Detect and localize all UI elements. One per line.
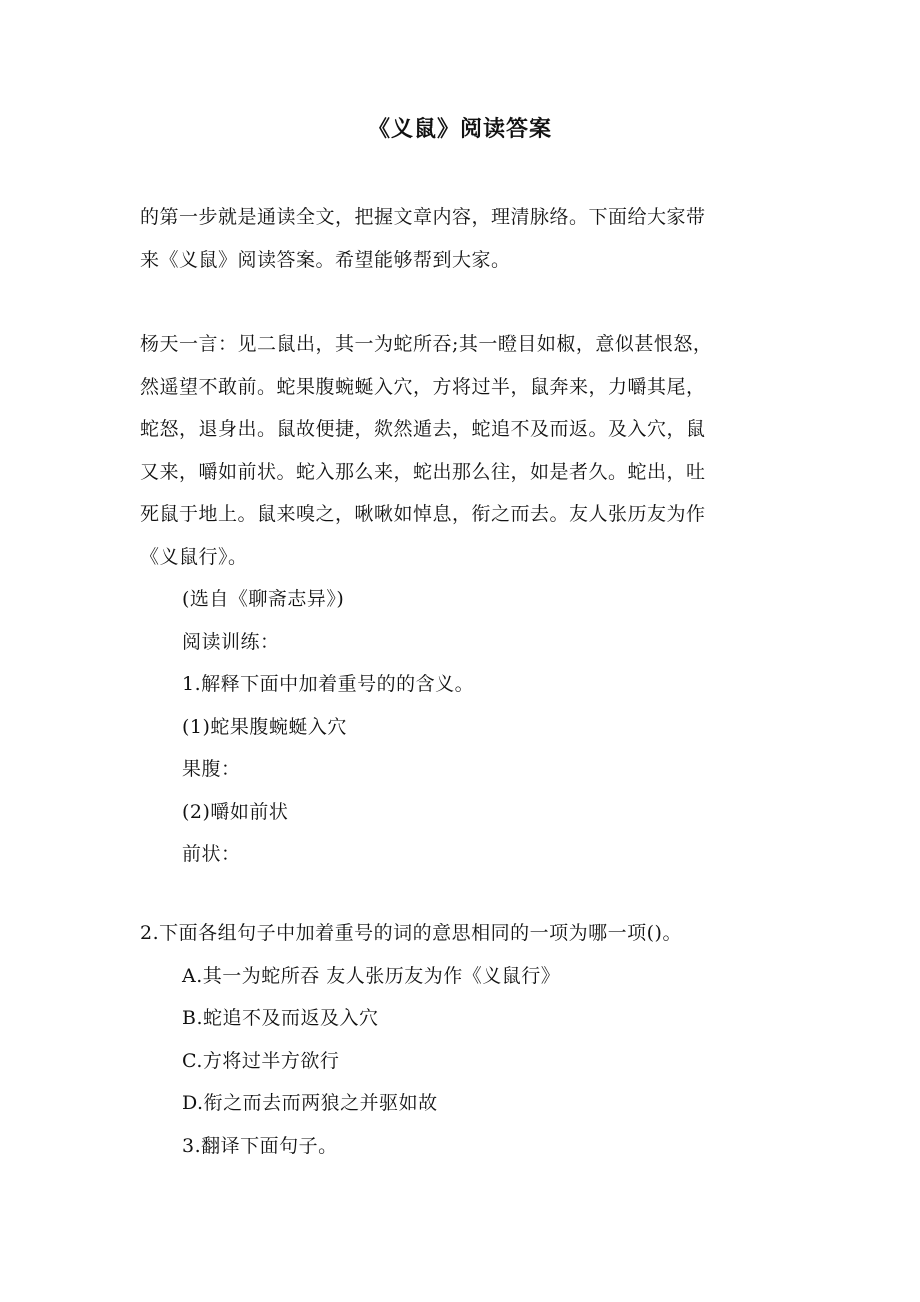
question-2-option-d: D.衔之而去而两狼之并驱如故	[182, 1092, 438, 1114]
story-paragraph	[140, 323, 780, 578]
question-2-section	[140, 912, 780, 1167]
question-1-item-2-answer-label: 前状：	[182, 843, 241, 865]
story-line: 杨天一言：见二鼠出，其一为蛇所吞;其一瞪目如椒，意似甚恨怒，	[140, 333, 713, 355]
question-2-option-b: B.蛇追不及而返及入穴	[182, 1007, 379, 1029]
question-2-option-c: C.方将过半方欲行	[182, 1049, 340, 1072]
story-line: 死鼠于地上。鼠来嗅之，啾啾如悼息，衔之而去。友人张历友为作	[140, 503, 706, 525]
intro-paragraph	[140, 196, 780, 281]
story-line: 又来，嚼如前状。蛇入那么来，蛇出那么往，如是者久。蛇出，吐	[140, 460, 706, 483]
source-citation: (选自《聊斋志异》)	[182, 588, 345, 610]
question-1-prompt: 1.解释下面中加着重号的的含义。	[182, 673, 475, 695]
question-3-prompt: 3.翻译下面句子。	[182, 1134, 338, 1157]
exercise-section	[140, 578, 780, 876]
intro-line: 的第一步就是通读全文，把握文章内容，理清脉络。下面给大家带	[140, 206, 706, 228]
document-title: 《义鼠》阅读答案	[367, 116, 552, 142]
question-2-option-a: A.其一为蛇所吞 友人张历友为作《义鼠行》	[182, 964, 561, 987]
story-line: 蛇怒，退身出。鼠故便捷，欻然遁去，蛇追不及而返。及入穴，鼠	[140, 418, 706, 440]
intro-line: 来《义鼠》阅读答案。希望能够帮到大家。	[140, 248, 511, 271]
question-1-item-2: (2)嚼如前状	[182, 800, 289, 823]
question-1-item-1: (1)蛇果腹蜿蜒入穴	[182, 715, 347, 738]
story-line: 然遥望不敢前。蛇果腹蜿蜒入穴，方将过半，鼠奔来，力嚼其尾，	[140, 375, 706, 398]
question-1-item-1-answer-label: 果腹：	[182, 758, 241, 780]
story-line: 《义鼠行》。	[140, 545, 248, 568]
question-2-prompt: 2.下面各组句子中加着重号的词的意思相同的一项为哪一项()。	[140, 922, 682, 944]
exercise-heading: 阅读训练：	[182, 630, 280, 653]
